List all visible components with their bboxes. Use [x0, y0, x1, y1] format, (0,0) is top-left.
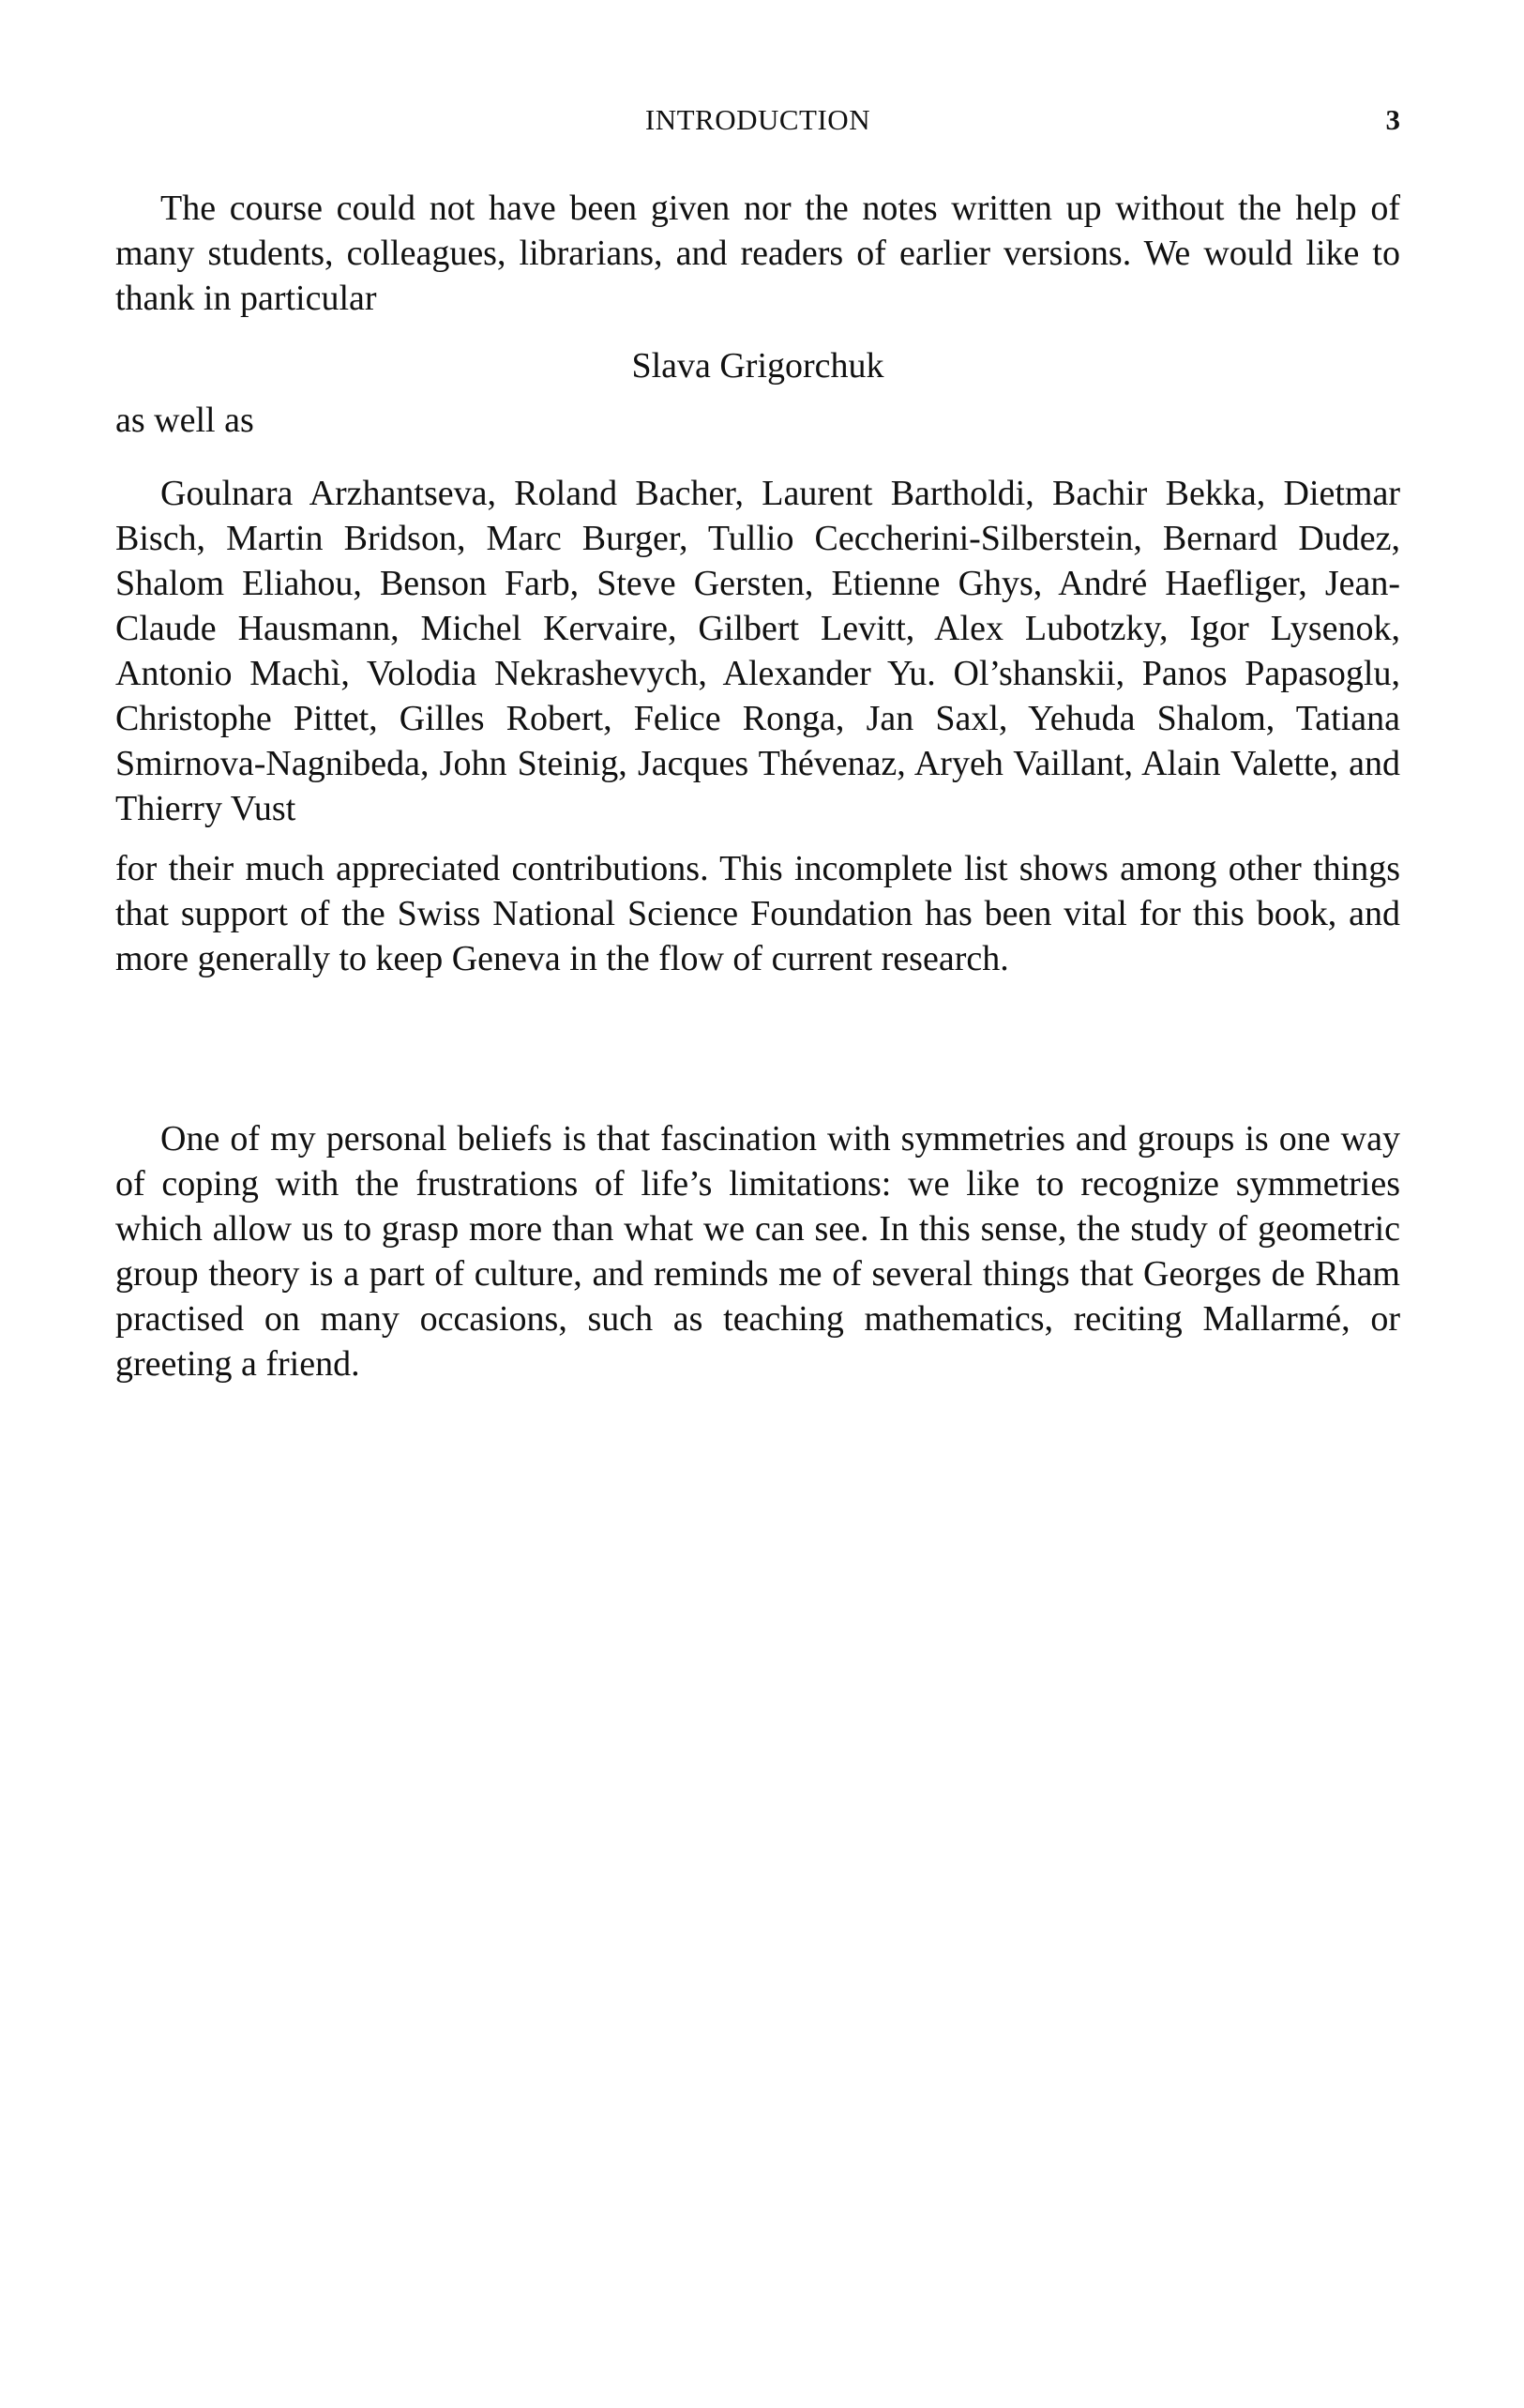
names-list: Goulnara Arzhantseva, Roland Bacher, Laurent Bartholdi, Bachir Bekka, Dietmar Bisch, Martin Bridson, Marc Burger, Tullio Ceccherini-Silberstein, Bernard Dudez, Shalom Eliahou, Benson Farb, Steve Gersten, Etienne Ghys, André Haefliger, Jean-Claude Hausmann, Michel Kervaire, Gilbert Levitt, Alex Lubotzky, Igor Lysenok, Antonio Machì, Volodia Nekrashevych, Alexander Yu. Ol’shanskii, Panos Papasoglu, Christophe Pittet, Gilles Robert, Felice Ronga, Jan Saxl, Yehuda Shalom, Tatiana Smirnova-Nagnibeda, John Steinig, Jacques Thévenaz, Aryeh Vaillant, Alain Valette, and Thierry Vust	[115, 474, 1400, 828]
as-well-as-line: as well as	[115, 401, 254, 440]
paragraph-course-acknowledgment: The course could not have been given nor the notes written up without the help of many students, colleagues, librarians, and readers of earlier versions. We would like to thank in particular	[115, 189, 1400, 318]
running-title: INTRODUCTION	[644, 103, 871, 136]
special-thanks-name: Slava Grigorchuk	[631, 346, 884, 386]
running-header	[115, 103, 1400, 141]
page-number: 3	[1385, 103, 1400, 136]
paragraph-contributions: for their much appreciated contributions. This incomplete list shows among other things that support of the Swiss National Science Foundation has been vital for this book, and more generally to keep Geneva in the flow of current research.	[115, 849, 1400, 978]
paragraph-personal-beliefs: One of my personal beliefs is that fascination with symmetries and groups is one way of coping with the frustrations of life’s limitations: we like to recognize symmetries which allow us to grasp more than what we can see. In this sense, the study of geometric group theory is a part of culture, and reminds me of several things that Georges de Rham practised on many occasions, such as teaching mathematics, reciting Mallarmé, or greeting a friend.	[115, 1119, 1400, 1384]
document-page	[115, 0, 1400, 2408]
